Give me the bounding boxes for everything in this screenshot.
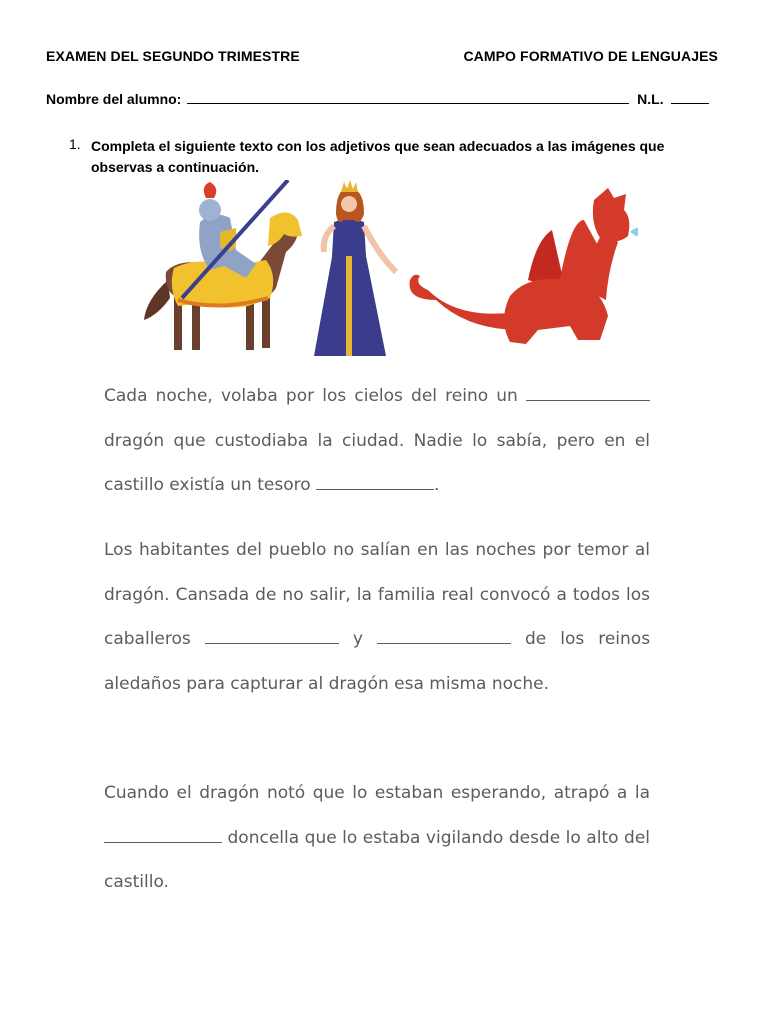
answer-blank-2[interactable] — [316, 475, 434, 490]
question-instructions: Completa el siguiente texto con los adjetivos que sean adecuados a las imágenes que observas a continuación. — [91, 138, 665, 175]
story-paragraph-2 — [104, 528, 650, 706]
story-text: Cuando el dragón notó que lo estaban esperando, atrapó a la — [104, 783, 650, 803]
story-text: . — [434, 475, 440, 495]
princess-crown — [341, 180, 358, 192]
answer-blank-3[interactable] — [205, 629, 339, 644]
story-text: doncella que lo estaba vigilando desde lo alto del castillo. — [104, 827, 650, 892]
princess-image — [314, 180, 396, 356]
student-name-label: Nombre del alumno: — [46, 91, 182, 107]
story-illustration — [138, 180, 638, 360]
story-paragraph-3 — [104, 771, 650, 905]
exam-title: EXAMEN DEL SEGUNDO TRIMESTRE — [46, 48, 300, 64]
knight-on-horse-image — [144, 180, 302, 350]
story-paragraph-1 — [104, 374, 650, 508]
subject-title: CAMPO FORMATIVO DE LENGUAJES — [463, 48, 718, 64]
story-text: de los reinos aledaños para capturar al dragón esa misma noche. — [104, 629, 651, 694]
student-name-field[interactable] — [187, 91, 629, 104]
knight-helmet — [199, 199, 221, 221]
answer-blank-1[interactable] — [526, 386, 650, 401]
student-name-row — [46, 91, 718, 107]
red-dragon-image — [410, 188, 638, 344]
answer-blank-4[interactable] — [377, 629, 511, 644]
helmet-plume — [204, 182, 217, 198]
dragon-breath — [630, 226, 638, 236]
story-text: Cada noche, volaba por los cielos del reino un — [104, 386, 518, 406]
list-number-field[interactable] — [671, 91, 709, 104]
princess-face — [341, 196, 357, 212]
princess-arm-left — [324, 226, 334, 252]
list-number-label: N.L. — [637, 91, 664, 107]
story-text: dragón que custodiaba la ciudad. Nadie lo sabía, pero en el castillo existía un tesoro — [104, 430, 650, 495]
dragon-head — [593, 188, 629, 242]
dragon-tail — [410, 275, 520, 330]
story-text: Los habitantes del pueblo no salían en las noches por temor al dragón. Cansada de no salir, la familia real convocó a todos los caballeros — [104, 540, 650, 649]
princess-bodice — [332, 219, 366, 256]
princess-arm-right — [364, 226, 396, 272]
story-text: y — [352, 629, 363, 649]
answer-blank-5[interactable] — [104, 828, 222, 843]
horse-tail — [144, 280, 170, 320]
question-number: 1. — [69, 136, 81, 152]
